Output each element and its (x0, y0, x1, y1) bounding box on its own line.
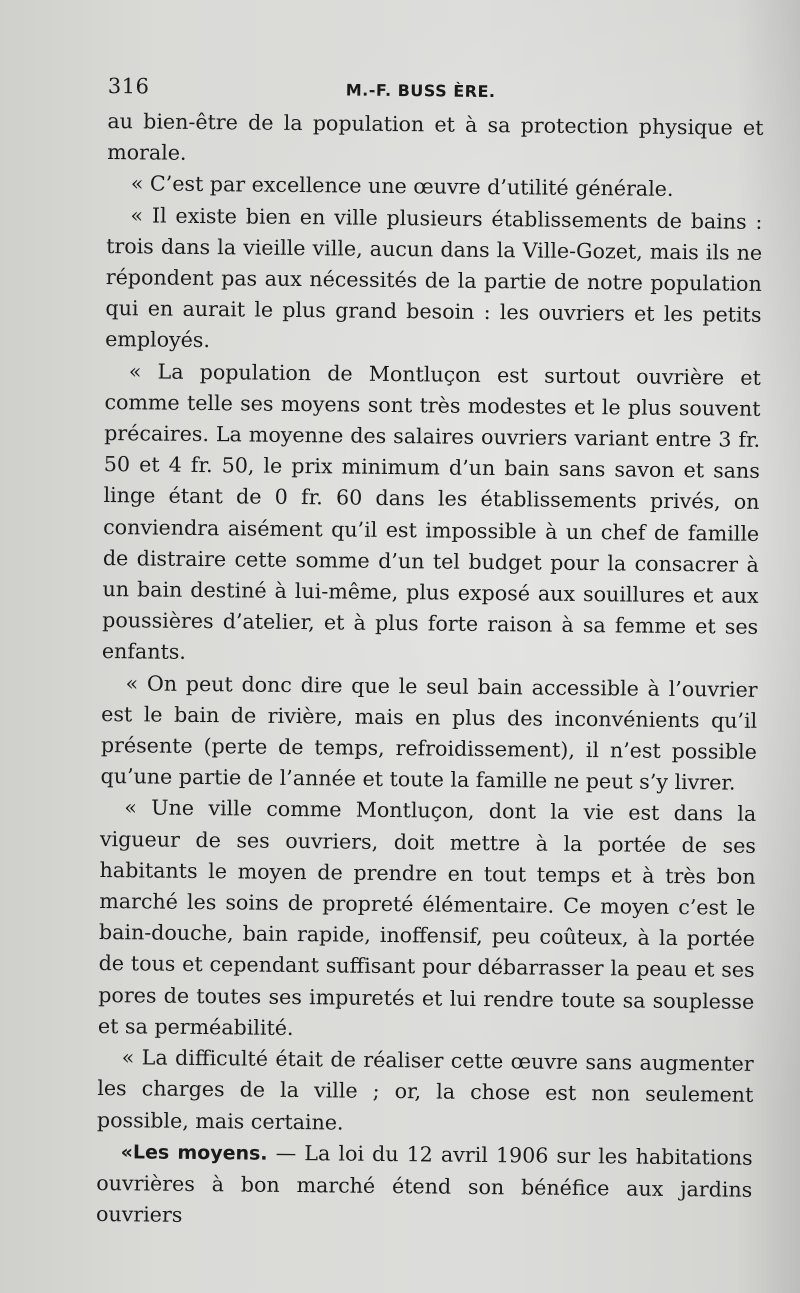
paragraph: « La population de Montluçon est surtout ouvrière et comme telle ses moyens sont très modestes et le plus souvent précaires. La moyenne des salaires ouvriers variant entre 3 fr. 50 et 4 fr. 50, le prix minimum d’un bain sans savon et sans linge étant de 0 fr. 60 dans les établissements privés, on conviendra aisément qu’il est impossible à un chef de famille de distraire cette somme d’un tel budget pour la consacrer à un bain destiné à lui-même, plus exposé aux souillures et aux poussières d’atelier, et à plus forte raison à sa femme et ses enfants. (101, 358, 761, 665)
paragraph: « Une ville comme Montluçon, dont la vie est dans la vigueur de ses ouvriers, doit mettre à la portée de ses habitants le moyen de prendre en tout temps et à très bon marché les soins de propreté élémentaire. Ce moyen c’est le bain-douche, bain rapide, inoffensif, peu coûteux, à la portée de tous et cependant suffisant pour débarrasser la peau et ses pores de toutes ses impuretés et lui rendre toute sa souplesse et sa perméabilité. (97, 795, 757, 1040)
body-text (96, 106, 764, 1237)
running-head: M.-F. BUSS ÈRE. (345, 80, 496, 102)
page-header (108, 70, 764, 113)
paragraph-text: — La loi du 12 avril 1906 sur les habitations ouvrières à bon marché étend son bénéfice aux jardins ouvriers (95, 1140, 753, 1227)
paragraph-continuation: au bien-être de la population et à sa protection physique et morale. (107, 108, 764, 166)
book-page (95, 70, 764, 1277)
paragraph-les-moyens (96, 1136, 753, 1237)
run-in-heading: «Les moyens. (120, 1140, 268, 1165)
page-number: 316 (107, 73, 150, 99)
paragraph: « La difficulté était de réaliser cette œuvre sans augmenter les charges de la ville ; or, la chose est non seulement possible, mais certaine. (96, 1045, 754, 1135)
paragraph: « On peut donc dire que le seul bain accessible à l’ouvrier est le bain de rivière, mais en plus des inconvénients qu’il présente (perte de temps, refroidissement), il n’est possible qu’une partie de l’année et toute la famille ne peut s’y livrer. (100, 670, 758, 795)
paragraph: « C’est par excellence une œuvre d’utilité générale. (130, 171, 674, 202)
paragraph: « Il existe bien en ville plusieurs établissements de bains : trois dans la vieille ville, aucun dans la Ville-Gozet, mais ils ne répondent pas aux nécessités de la partie de notre population qui en aurait le plus grand besoin : les ouvriers et les petits employés. (105, 202, 763, 353)
